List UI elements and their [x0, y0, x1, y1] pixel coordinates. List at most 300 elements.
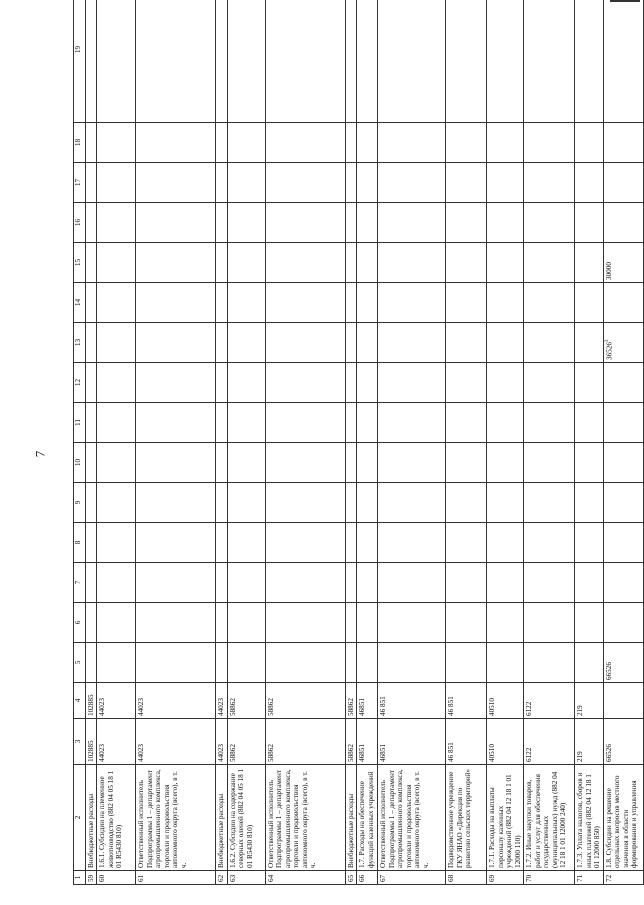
empty-cell — [603, 283, 643, 323]
value-cell-col5 — [345, 643, 356, 683]
cell-text: 44023 — [137, 744, 146, 762]
empty-cell — [378, 283, 446, 323]
empty-cell — [265, 403, 345, 443]
empty-cell — [357, 283, 378, 323]
row-number-cell — [345, 871, 356, 885]
value-cell-col5 — [378, 643, 446, 683]
empty-cell — [227, 0, 265, 123]
empty-cell — [227, 123, 265, 163]
empty-cell — [603, 603, 643, 643]
table-row — [265, 0, 345, 885]
row-name-cell — [227, 765, 265, 871]
value-cell-col5 — [265, 643, 345, 683]
cell-text: 219 — [576, 751, 585, 762]
empty-cell — [446, 603, 487, 643]
empty-cell — [345, 443, 356, 483]
empty-cell — [446, 283, 487, 323]
cell-text: 44023 — [137, 698, 146, 716]
empty-cell — [86, 0, 97, 123]
cell-text: 46851 — [358, 744, 367, 762]
value-cell-col4 — [227, 683, 265, 719]
empty-cell — [86, 363, 97, 403]
empty-cell — [524, 283, 575, 323]
empty-cell — [575, 163, 603, 203]
empty-cell — [378, 563, 446, 603]
empty-cell — [524, 603, 575, 643]
column-header-13: 13 — [74, 323, 86, 363]
empty-cell — [524, 123, 575, 163]
empty-cell — [97, 203, 136, 243]
empty-cell — [97, 403, 136, 443]
empty-cell — [97, 563, 136, 603]
cell-text: 69 — [488, 874, 497, 882]
value-cell-col13 — [487, 323, 524, 363]
empty-cell — [603, 443, 643, 483]
cell-text: 66 — [358, 874, 367, 882]
empty-cell — [603, 563, 643, 603]
empty-cell — [524, 483, 575, 523]
row-number-cell — [524, 871, 575, 885]
row-number-cell — [86, 871, 97, 885]
empty-cell — [603, 403, 643, 443]
empty-cell — [216, 0, 227, 123]
empty-cell — [487, 163, 524, 203]
total-cell — [265, 719, 345, 765]
empty-cell — [603, 123, 643, 163]
empty-cell — [345, 203, 356, 243]
empty-cell — [575, 0, 603, 123]
empty-cell — [357, 123, 378, 163]
empty-cell — [86, 443, 97, 483]
cell-text: 44023 — [217, 744, 226, 762]
empty-cell — [446, 203, 487, 243]
empty-cell — [265, 203, 345, 243]
value-cell-col5 — [487, 643, 524, 683]
value-cell-col5 — [446, 643, 487, 683]
budget-table — [73, 0, 644, 885]
row-name-cell — [265, 765, 345, 871]
value-cell-col15 — [487, 243, 524, 283]
value-cell-col15 — [216, 243, 227, 283]
empty-cell — [575, 483, 603, 523]
empty-cell — [345, 0, 356, 123]
empty-cell — [265, 283, 345, 323]
total-cell — [357, 719, 378, 765]
empty-cell — [216, 483, 227, 523]
empty-cell — [487, 363, 524, 403]
column-header-10: 10 — [74, 443, 86, 483]
cell-text: 58862 — [228, 698, 237, 716]
empty-cell — [378, 483, 446, 523]
empty-cell — [487, 483, 524, 523]
value-cell-col5 — [575, 643, 603, 683]
cell-text: 63 — [228, 874, 237, 882]
cell-text: 65 — [346, 874, 355, 882]
empty-cell — [487, 123, 524, 163]
cell-text: 67 — [379, 874, 388, 882]
cell-text: 62 — [217, 874, 226, 882]
value-cell-col15 — [357, 243, 378, 283]
empty-cell — [446, 443, 487, 483]
empty-cell — [575, 523, 603, 563]
empty-cell — [97, 483, 136, 523]
empty-cell — [378, 0, 446, 123]
value-cell-col4 — [446, 683, 487, 719]
cell-text: 72 — [604, 874, 613, 882]
value-cell-col15 — [345, 243, 356, 283]
cell-text: 71 — [576, 874, 585, 882]
cell-text: 60 — [98, 874, 107, 882]
empty-cell — [487, 563, 524, 603]
empty-cell — [603, 483, 643, 523]
empty-cell — [378, 603, 446, 643]
empty-cell — [487, 603, 524, 643]
cell-text: 66526 — [604, 662, 613, 680]
empty-cell — [446, 123, 487, 163]
empty-cell — [524, 403, 575, 443]
row-name-cell — [446, 765, 487, 871]
empty-cell — [345, 523, 356, 563]
total-cell — [227, 719, 265, 765]
cell-text: 58862 — [346, 698, 355, 716]
value-cell-col15 — [524, 243, 575, 283]
table-row — [575, 0, 603, 885]
table-stage — [73, 17, 639, 885]
cell-text: 1.7. Расходы на обеспечение функций казенных учреждений — [358, 771, 375, 868]
cell-text: Ответственный исполнитель Подпрограммы 1 – департамент агропромышленного комплекса, торговли и продовольствия автономного округа (всего), в т. ч. — [137, 769, 188, 868]
cell-text: Внебюджетные расходы — [87, 793, 95, 868]
row-number-cell — [357, 871, 378, 885]
empty-cell — [345, 603, 356, 643]
cell-text: 30000 — [604, 262, 613, 280]
empty-cell — [575, 603, 603, 643]
empty-cell — [136, 0, 216, 123]
total-cell — [86, 719, 97, 765]
empty-cell — [487, 0, 524, 123]
empty-cell — [446, 403, 487, 443]
value-cell-col4 — [86, 683, 97, 719]
row-name-cell — [136, 765, 216, 871]
value-cell-col4 — [524, 683, 575, 719]
empty-cell — [265, 443, 345, 483]
empty-cell — [357, 523, 378, 563]
empty-cell — [265, 563, 345, 603]
empty-cell — [136, 283, 216, 323]
empty-cell — [446, 0, 487, 123]
cell-text: 58862 — [266, 698, 275, 716]
table-row — [524, 0, 575, 885]
cell-text: Внебюджетные расходы — [217, 793, 226, 868]
value-cell-col13 — [265, 323, 345, 363]
cell-text: 59 — [87, 874, 95, 882]
empty-cell — [136, 603, 216, 643]
value-cell-col5 — [86, 643, 97, 683]
column-header-14: 14 — [74, 283, 86, 323]
value-cell-col13 — [575, 323, 603, 363]
empty-cell — [136, 483, 216, 523]
cell-text: 40510 — [488, 698, 497, 716]
cell-text: 46 851 — [447, 742, 456, 762]
total-cell — [216, 719, 227, 765]
empty-cell — [86, 123, 97, 163]
value-cell-col4 — [378, 683, 446, 719]
empty-cell — [603, 163, 643, 203]
empty-cell — [357, 563, 378, 603]
empty-cell — [575, 563, 603, 603]
row-number-cell — [603, 871, 643, 885]
empty-cell — [378, 203, 446, 243]
value-cell-col13 — [378, 323, 446, 363]
table-row — [227, 0, 265, 885]
value-cell-col4 — [136, 683, 216, 719]
empty-cell — [136, 163, 216, 203]
column-header-15: 15 — [74, 243, 86, 283]
value-cell-col4 — [265, 683, 345, 719]
total-cell — [97, 719, 136, 765]
empty-cell — [357, 363, 378, 403]
cell-text: 1.8. Субсидии на решение отдельных вопросов местного значения в области формирования и управления — [604, 775, 639, 868]
value-cell-col15 — [97, 243, 136, 283]
empty-cell — [136, 443, 216, 483]
row-name-cell — [378, 765, 446, 871]
empty-cell — [603, 0, 643, 123]
empty-cell — [136, 403, 216, 443]
empty-cell — [524, 523, 575, 563]
cell-text: 58862 — [266, 744, 275, 762]
row-number-cell — [227, 871, 265, 885]
empty-cell — [216, 123, 227, 163]
row-name-cell — [524, 765, 575, 871]
value-cell-col4 — [357, 683, 378, 719]
empty-cell — [97, 283, 136, 323]
value-cell-col5 — [97, 643, 136, 683]
total-cell — [446, 719, 487, 765]
empty-cell — [524, 0, 575, 123]
empty-cell — [216, 523, 227, 563]
cell-text: 66526 — [604, 744, 613, 762]
value-cell-col4 — [603, 683, 643, 719]
empty-cell — [227, 603, 265, 643]
cell-text: Внебюджетные расходы — [346, 793, 355, 868]
empty-cell — [357, 163, 378, 203]
empty-cell — [446, 363, 487, 403]
empty-cell — [216, 443, 227, 483]
empty-cell — [487, 443, 524, 483]
footnote-marker: 3 — [604, 339, 610, 343]
empty-cell — [216, 283, 227, 323]
empty-cell — [357, 0, 378, 123]
empty-cell — [86, 523, 97, 563]
total-cell — [136, 719, 216, 765]
empty-cell — [603, 203, 643, 243]
total-cell — [575, 719, 603, 765]
table-row — [86, 0, 97, 885]
table-row — [446, 0, 487, 885]
empty-cell — [86, 283, 97, 323]
empty-cell — [97, 0, 136, 123]
empty-cell — [227, 483, 265, 523]
empty-cell — [227, 283, 265, 323]
value-cell-col15 — [575, 243, 603, 283]
empty-cell — [524, 363, 575, 403]
row-name-cell — [86, 765, 97, 871]
cell-text: 44023 — [217, 698, 226, 716]
cell-text: 58862 — [228, 744, 237, 762]
empty-cell — [487, 283, 524, 323]
value-cell-col5 — [357, 643, 378, 683]
empty-cell — [227, 163, 265, 203]
table-row — [97, 0, 136, 885]
column-header-4: 4 — [74, 683, 86, 719]
value-cell-col13 — [227, 323, 265, 363]
cell-text: Подведомственное учреждение ГКУ ЯНАО «Дирекция по развитию сельских территорий» — [447, 768, 473, 868]
value-cell-col13 — [524, 323, 575, 363]
value-cell-col13 — [216, 323, 227, 363]
total-cell — [345, 719, 356, 765]
cell-text: 1.7.2. Иные закупки товаров, работ и услуг для обеспечения государственных (муниципальных) нужд (882 04 12 18 1 01 12000 240) — [525, 771, 568, 868]
column-header-5: 5 — [74, 643, 86, 683]
empty-cell — [216, 163, 227, 203]
empty-cell — [265, 483, 345, 523]
row-name-cell — [603, 765, 643, 871]
value-cell-col5 — [524, 643, 575, 683]
row-number-cell — [446, 871, 487, 885]
empty-cell — [378, 363, 446, 403]
empty-cell — [216, 203, 227, 243]
value-cell-col15 — [378, 243, 446, 283]
cell-text: 1.6.1. Субсидии на племенное животноводство (882 04 05 18 1 01 R5430 810) — [98, 770, 124, 868]
table-row — [603, 0, 643, 885]
empty-cell — [97, 443, 136, 483]
column-header-3: 3 — [74, 719, 86, 765]
total-cell — [487, 719, 524, 765]
empty-cell — [378, 123, 446, 163]
empty-cell — [86, 483, 97, 523]
empty-cell — [378, 523, 446, 563]
empty-cell — [136, 363, 216, 403]
column-header-11: 11 — [74, 403, 86, 443]
empty-cell — [97, 523, 136, 563]
row-number-cell — [97, 871, 136, 885]
cell-text: 46851 — [379, 744, 388, 762]
empty-cell — [603, 523, 643, 563]
table-row — [345, 0, 356, 885]
cell-text: 102885 — [87, 740, 95, 762]
empty-cell — [575, 403, 603, 443]
row-name-cell — [345, 765, 356, 871]
empty-cell — [487, 403, 524, 443]
total-cell — [603, 719, 643, 765]
value-cell-col13 — [345, 323, 356, 363]
total-cell — [378, 719, 446, 765]
page-number: 7 — [32, 450, 48, 458]
row-name-cell — [216, 765, 227, 871]
empty-cell — [136, 203, 216, 243]
row-name-cell — [97, 765, 136, 871]
cell-text: 68 — [447, 874, 456, 882]
cell-text: 102885 — [87, 694, 95, 716]
row-name-cell — [487, 765, 524, 871]
empty-cell — [97, 603, 136, 643]
cell-text: 70 — [525, 874, 534, 882]
cell-text: 219 — [576, 705, 585, 716]
cell-text: 1.6.2. Субсидии на содержание северных оленей (882 04 05 18 1 01 R5430 810) — [228, 768, 254, 868]
value-cell-col15 — [227, 243, 265, 283]
value-cell-col15 — [136, 243, 216, 283]
row-number-cell — [216, 871, 227, 885]
value-cell-col15 — [265, 243, 345, 283]
empty-cell — [265, 123, 345, 163]
cell-text: Ответственный исполнитель Подпрограммы 1 – департамент агропромышленного комплекса, торговли и продовольствия автономного округа (всего), в т. ч. — [266, 769, 318, 868]
empty-cell — [136, 523, 216, 563]
empty-cell — [216, 603, 227, 643]
empty-cell — [357, 483, 378, 523]
table-row — [136, 0, 216, 885]
column-header-2: 2 — [74, 765, 86, 871]
column-header-18: 18 — [74, 123, 86, 163]
empty-cell — [136, 123, 216, 163]
cell-text: 46 851 — [379, 696, 388, 716]
empty-cell — [86, 563, 97, 603]
empty-cell — [265, 603, 345, 643]
empty-cell — [345, 283, 356, 323]
empty-cell — [345, 123, 356, 163]
cell-text: 58862 — [346, 744, 355, 762]
cell-text: 36526 — [605, 342, 614, 360]
empty-cell — [487, 203, 524, 243]
column-header-17: 17 — [74, 163, 86, 203]
table-body — [86, 0, 644, 885]
row-name-cell — [575, 765, 603, 871]
empty-cell — [265, 523, 345, 563]
row-number-cell — [487, 871, 524, 885]
empty-cell — [265, 0, 345, 123]
empty-cell — [357, 603, 378, 643]
cell-text: 40510 — [488, 744, 497, 762]
value-cell-col4 — [575, 683, 603, 719]
empty-cell — [86, 403, 97, 443]
table-row — [216, 0, 227, 885]
empty-cell — [378, 163, 446, 203]
row-number-cell — [265, 871, 345, 885]
empty-cell — [227, 403, 265, 443]
empty-cell — [357, 203, 378, 243]
value-cell-col5 — [227, 643, 265, 683]
cell-text: 44023 — [98, 744, 107, 762]
value-cell-col13 — [97, 323, 136, 363]
column-header-19: 19 — [74, 0, 86, 123]
cell-text: 1.7.3. Уплата налогов, сборов и иных платежей (882 04 12 18 1 01 12000 850) — [576, 772, 602, 868]
total-cell — [524, 719, 575, 765]
empty-cell — [345, 163, 356, 203]
empty-cell — [136, 563, 216, 603]
value-cell-col15 — [446, 243, 487, 283]
empty-cell — [575, 123, 603, 163]
column-header-16: 16 — [74, 203, 86, 243]
empty-cell — [487, 523, 524, 563]
empty-cell — [216, 563, 227, 603]
value-cell-col4 — [345, 683, 356, 719]
column-header-8: 8 — [74, 523, 86, 563]
value-cell-col5 — [136, 643, 216, 683]
column-header-12: 12 — [74, 363, 86, 403]
empty-cell — [446, 563, 487, 603]
empty-cell — [524, 563, 575, 603]
empty-cell — [524, 443, 575, 483]
empty-cell — [446, 163, 487, 203]
table-row — [487, 0, 524, 885]
cell-text: 46 851 — [447, 696, 456, 716]
